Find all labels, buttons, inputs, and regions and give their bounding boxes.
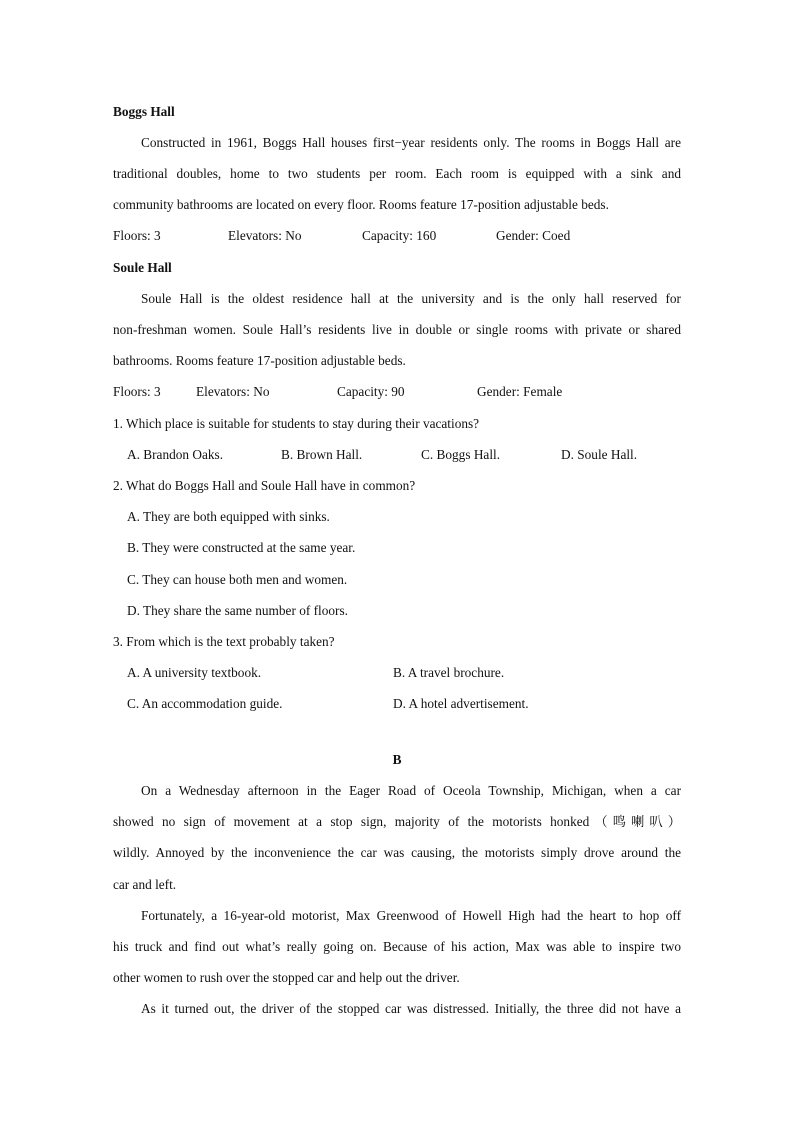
question-3-option-a: A. A university textbook. — [127, 665, 262, 680]
soule-elevators: Elevators: No — [196, 384, 270, 399]
boggs-paragraph-line: community bathrooms are located on every floor. Rooms feature 17-position adjustable beds. — [113, 197, 609, 212]
question-1: 1. Which place is suitable for students to stay during their vacations? — [113, 416, 480, 431]
boggs-hall-heading: Boggs Hall — [113, 104, 175, 119]
question-1-option-b: B. Brown Hall. — [281, 447, 363, 462]
passage-line: car and left. — [113, 877, 177, 892]
passage-line: On a Wednesday afternoon in the Eager Road of Oceola Township, Michigan, when a car — [141, 783, 681, 798]
section-b-heading: B — [392, 752, 402, 767]
question-2: 2. What do Boggs Hall and Soule Hall have in common? — [113, 478, 416, 493]
soule-paragraph-line: bathrooms. Rooms feature 17-position adjustable beds. — [113, 353, 406, 368]
passage-line: showed no sign of movement at a stop sign, majority of the motorists honked（鸣喇叭） — [113, 814, 681, 829]
boggs-capacity: Capacity: 160 — [362, 228, 437, 243]
soule-hall-heading: Soule Hall — [113, 260, 172, 275]
boggs-elevators: Elevators: No — [228, 228, 302, 243]
passage-line: As it turned out, the driver of the stopped car was distressed. Initially, the three did not have a — [141, 1001, 681, 1016]
question-3-option-c: C. An accommodation guide. — [127, 696, 283, 711]
passage-line: other women to rush over the stopped car and help out the driver. — [113, 970, 460, 985]
soule-paragraph-line: Soule Hall is the oldest residence hall at the university and is the only hall reserved for — [141, 291, 681, 306]
passage-line: wildly. Annoyed by the inconvenience the car was causing, the motorists simply drove around the — [113, 845, 681, 860]
soule-gender: Gender: Female — [477, 384, 563, 399]
question-1-option-a: A. Brandon Oaks. — [127, 447, 224, 462]
soule-floors: Floors: 3 — [113, 384, 161, 399]
boggs-paragraph-line: traditional doubles, home to two students per room. Each room is equipped with a sink and — [113, 166, 681, 181]
boggs-gender: Gender: Coed — [496, 228, 571, 243]
boggs-floors: Floors: 3 — [113, 228, 161, 243]
soule-paragraph-line: non-freshman women. Soule Hall’s residents live in double or single rooms with private or shared — [113, 322, 681, 337]
question-2-option-d: D. They share the same number of floors. — [127, 603, 348, 618]
question-2-option-c: C. They can house both men and women. — [127, 572, 348, 587]
question-1-option-d: D. Soule Hall. — [561, 447, 638, 462]
soule-capacity: Capacity: 90 — [337, 384, 405, 399]
passage-line: Fortunately, a 16-year-old motorist, Max Greenwood of Howell High had the heart to hop off — [141, 908, 681, 923]
boggs-paragraph-line: Constructed in 1961, Boggs Hall houses first−year residents only. The rooms in Boggs Hall are — [141, 135, 681, 150]
question-2-option-a: A. They are both equipped with sinks. — [127, 509, 330, 524]
question-3-option-b: B. A travel brochure. — [393, 665, 505, 680]
question-3: 3. From which is the text probably taken? — [113, 634, 335, 649]
question-2-option-b: B. They were constructed at the same year. — [127, 540, 356, 555]
question-3-option-d: D. A hotel advertisement. — [393, 696, 529, 711]
passage-line: his truck and find out what’s really going on. Because of his action, Max was able to inspire two — [113, 939, 681, 954]
question-1-option-c: C. Boggs Hall. — [421, 447, 501, 462]
